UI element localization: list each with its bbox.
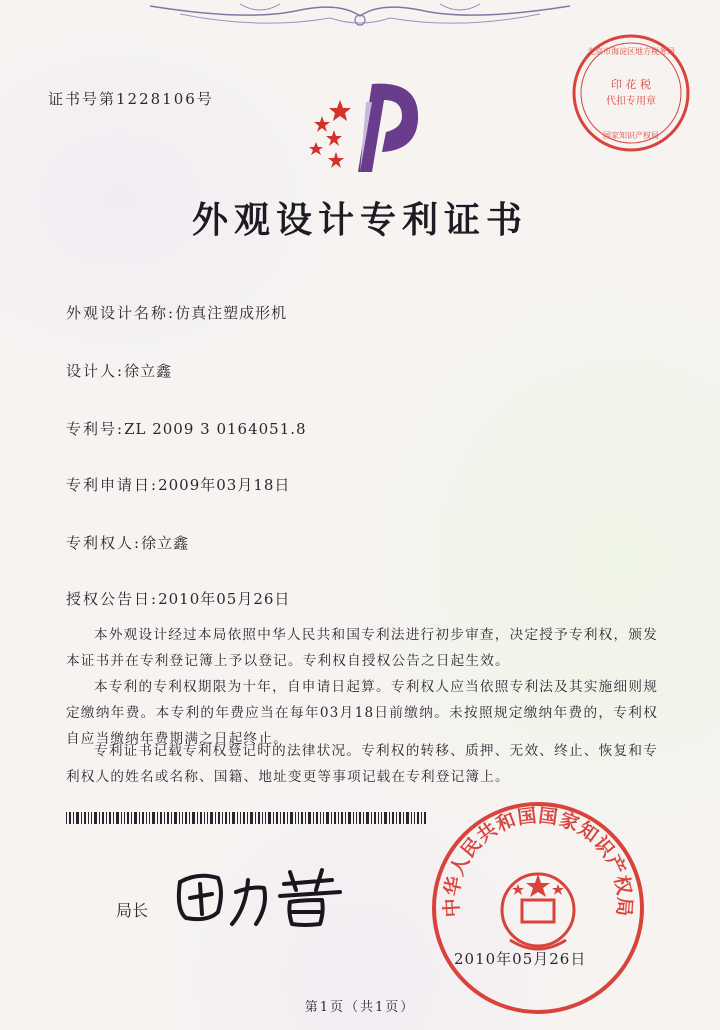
- patentee-value: 徐立鑫: [141, 534, 190, 552]
- seal-date: 2010年05月26日: [454, 950, 587, 968]
- patent-number-field: [66, 418, 307, 439]
- page-number: 第1页（共1页）: [304, 1000, 416, 1015]
- tax-stamp: [570, 32, 692, 154]
- sipo-logo-icon: [300, 72, 430, 182]
- designer-field: [66, 360, 172, 381]
- designer-value: 徐立鑫: [124, 362, 173, 380]
- grant-date-field: [66, 588, 290, 609]
- design-name-field: [66, 302, 287, 323]
- svg-text:北京市海淀区地方税务局: 北京市海淀区地方税务局: [587, 47, 675, 56]
- design-name-label: 外观设计名称:: [66, 304, 176, 322]
- filing-date-label: 专利申请日:: [66, 476, 159, 494]
- filing-date-value: 2009年03月18日: [158, 476, 291, 494]
- certificate-number: 证书号第1228106号: [48, 90, 214, 108]
- filing-date-field: [66, 474, 290, 495]
- patentee-label: 专利权人:: [66, 534, 142, 552]
- director-label: 局长: [116, 901, 149, 920]
- grant-date-value: 2010年05月26日: [158, 590, 291, 608]
- svg-text:印 花 税: 印 花 税: [611, 78, 651, 91]
- paragraph-3: 专利证书记载专利权登记时的法律状况。专利权的转移、质押、无效、终止、恢复和专利权人的姓名或名称、国籍、地址变更等事项记载在专利登记簿上。: [66, 743, 658, 785]
- seal-text: 中华人民共和国国家知识产权局: [440, 804, 636, 918]
- patentee-field: [66, 532, 189, 553]
- design-name-value: 仿真注塑成形机: [175, 304, 288, 322]
- paragraph-2: 本专利的专利权期限为十年，自申请日起算。专利权人应当依照专利法及其实施细则规定缴纳年费。本专利的年费应当在每年03月18日前缴纳。未按照规定缴纳年费的，专利权自应当缴纳年费期满之日起终止。: [66, 679, 658, 747]
- paragraph-1: 本外观设计经过本局依照中华人民共和国专利法进行初步审查，决定授予专利权，颁发本证书并在专利登记簿上予以登记。专利权自授权公告之日起生效。: [66, 627, 658, 669]
- certificate-title: 外观设计专利证书: [191, 199, 528, 241]
- designer-label: 设计人:: [66, 362, 125, 380]
- barcode: [66, 812, 426, 824]
- patent-number-label: 专利号:: [66, 420, 125, 438]
- sipo-official-seal: [430, 800, 646, 1016]
- patent-number-value: ZL 2009 3 0164051.8: [124, 420, 307, 438]
- svg-text:国家知识产权局: 国家知识产权局: [603, 131, 659, 140]
- director-signature: [172, 862, 352, 932]
- grant-date-label: 授权公告日:: [66, 590, 159, 608]
- svg-text:代扣专用章: 代扣专用章: [606, 96, 656, 107]
